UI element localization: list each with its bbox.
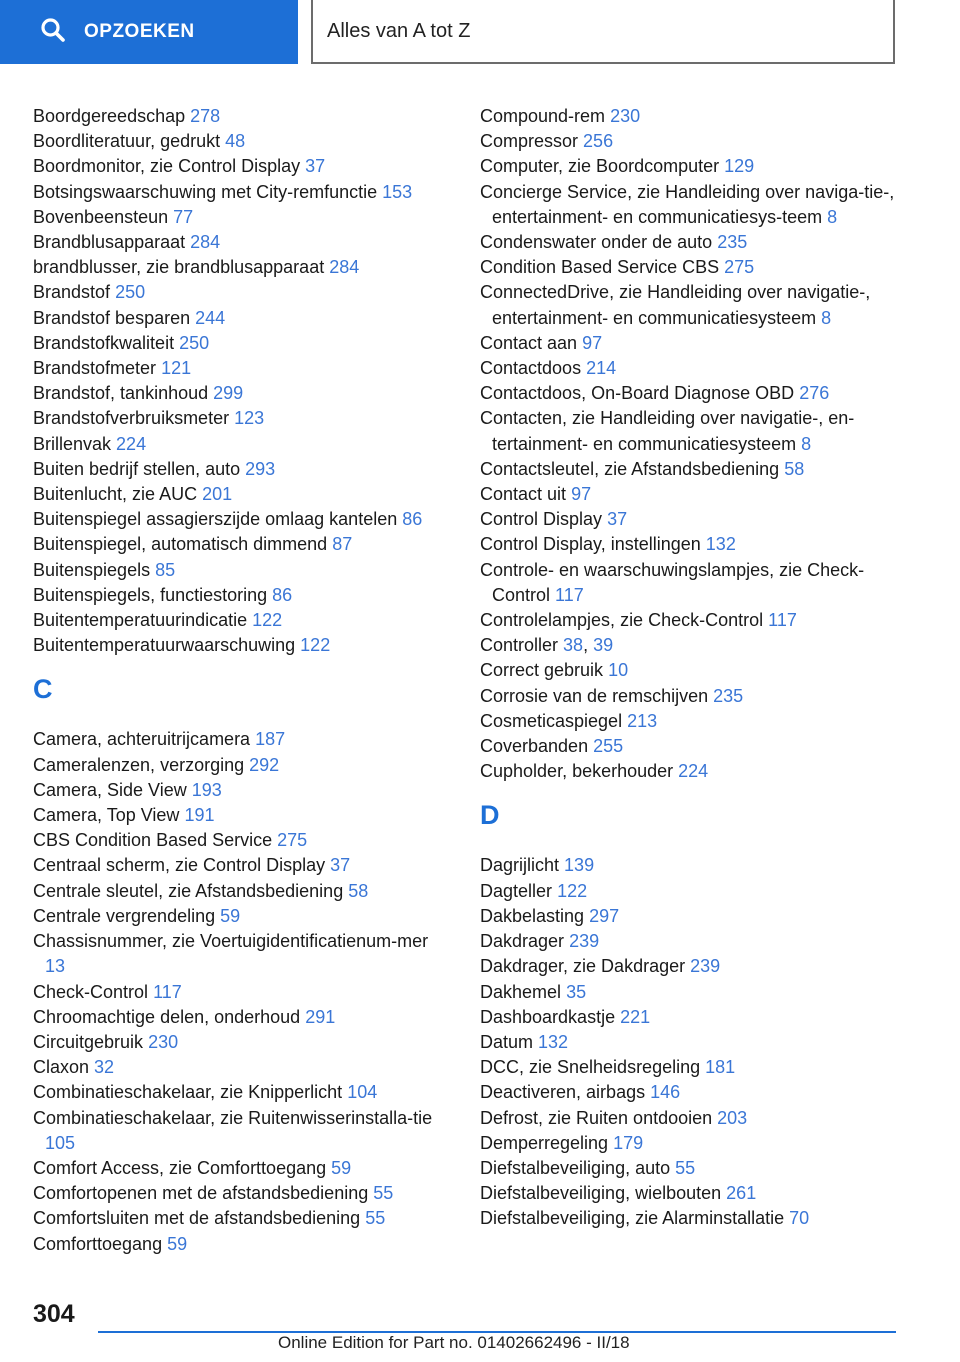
entry-term: Circuitgebruik xyxy=(33,1031,144,1052)
index-entry xyxy=(33,1106,453,1156)
entry-term: Computer, zie Boordcomputer xyxy=(480,156,720,177)
page-link[interactable]: 230 xyxy=(610,106,641,126)
index-entry xyxy=(33,129,453,154)
page-link[interactable]: 55 xyxy=(675,1157,696,1178)
index-entry xyxy=(480,180,910,230)
entry-term: Buitentemperatuurindicatie xyxy=(33,610,248,631)
entry-term: Brandstofverbruiksmeter xyxy=(33,408,230,429)
page-link[interactable]: 122 xyxy=(252,610,283,631)
page-link[interactable]: 97 xyxy=(571,484,592,505)
page-link[interactable]: 201 xyxy=(202,484,233,505)
page-link[interactable]: 104 xyxy=(347,1082,378,1103)
index-entry xyxy=(33,879,453,904)
index-entry xyxy=(33,1055,453,1080)
entry-term: Datum xyxy=(480,1031,534,1052)
index-entry xyxy=(33,306,453,331)
entry-term: Concierge Service, zie Handleiding over naviga-tie-, entertainment- en communicatiesys-teem xyxy=(480,181,895,227)
index-entry xyxy=(480,104,910,129)
page-link[interactable]: 123 xyxy=(234,408,265,429)
index-entry xyxy=(33,558,453,583)
section-letter: D xyxy=(480,800,500,831)
entry-term: Condition Based Service CBS xyxy=(480,257,720,278)
entry-term: Contact uit xyxy=(480,484,567,505)
index-entry xyxy=(33,1005,453,1030)
index-entry xyxy=(480,1181,910,1206)
entry-term: Comfort Access, zie Comforttoegang xyxy=(33,1157,327,1178)
page-link[interactable]: 256 xyxy=(583,131,614,152)
page-link[interactable]: 179 xyxy=(613,1132,644,1153)
index-entry xyxy=(33,929,453,979)
index-entry xyxy=(480,154,910,179)
page-link[interactable]: 250 xyxy=(115,282,146,303)
entry-term: Botsingswaarschuwing met City-remfunctie xyxy=(33,181,378,202)
index-entry xyxy=(480,954,910,979)
page-link[interactable]: 239 xyxy=(690,956,721,977)
page-link[interactable]: 55 xyxy=(365,1208,386,1229)
index-entry xyxy=(33,904,453,929)
index-entry xyxy=(480,684,910,709)
index-entry xyxy=(33,828,453,853)
index-entry xyxy=(33,104,453,129)
entry-term: Contactdoos, On-Board Diagnose OBD xyxy=(480,383,795,404)
entry-term: Diefstalbeveiliging, zie Alarminstallatie xyxy=(480,1208,785,1229)
page-link[interactable]: 10 xyxy=(608,660,629,681)
page-link[interactable]: 58 xyxy=(348,880,369,901)
index-entry xyxy=(33,1080,453,1105)
entry-term: Contactsleutel, zie Afstandsbediening xyxy=(480,458,780,479)
index-entry xyxy=(480,482,910,507)
entry-term: Dakhemel xyxy=(480,981,562,1002)
page-link[interactable]: 85 xyxy=(155,559,176,580)
entry-term: Combinatieschakelaar, zie Knipperlicht xyxy=(33,1082,343,1103)
page-link[interactable]: 86 xyxy=(272,584,293,605)
index-entry xyxy=(33,230,453,255)
index-entry xyxy=(480,507,910,532)
entry-term: Dakdrager, zie Dakdrager xyxy=(480,956,686,977)
page-link[interactable]: 293 xyxy=(245,458,276,479)
index-entry xyxy=(480,879,910,904)
page-link[interactable]: 117 xyxy=(555,584,584,605)
page-link[interactable]: 181 xyxy=(705,1057,736,1078)
page-link[interactable]: 214 xyxy=(586,358,617,379)
page-link[interactable]: 37 xyxy=(330,855,351,876)
page-link[interactable]: 59 xyxy=(331,1157,352,1178)
index-entry xyxy=(33,205,453,230)
index-entry xyxy=(33,280,453,305)
entry-term: Centrale vergrendeling xyxy=(33,905,216,926)
index-entry xyxy=(480,759,910,784)
entry-term: Buitentemperatuurwaarschuwing xyxy=(33,635,296,656)
entry-term: Buitenspiegel, automatisch dimmend xyxy=(33,534,328,555)
page-link[interactable]: 122 xyxy=(300,635,331,656)
entry-term: Controller xyxy=(480,635,559,656)
entry-term: Diefstalbeveiliging, auto xyxy=(480,1157,671,1178)
page-link[interactable]: 275 xyxy=(724,257,755,278)
entry-term: Contact aan xyxy=(480,332,578,353)
entry-term: Bovenbeensteun xyxy=(33,206,169,227)
entry-term: Brillenvak xyxy=(33,433,112,454)
entry-term: Control Display xyxy=(480,509,603,530)
page-link[interactable]: 139 xyxy=(564,855,595,876)
page-link[interactable]: 38 xyxy=(563,635,584,656)
index-column-right xyxy=(480,104,910,1232)
entry-term: Centrale sleutel, zie Afstandsbediening xyxy=(33,880,344,901)
index-entry xyxy=(480,1030,910,1055)
search-icon xyxy=(40,17,84,48)
entry-term: Cameralenzen, verzorging xyxy=(33,754,245,775)
page-link[interactable]: 32 xyxy=(94,1057,115,1078)
entry-term: Compressor xyxy=(480,131,579,152)
page-link[interactable]: 278 xyxy=(190,106,221,126)
page-link[interactable]: 224 xyxy=(116,433,147,454)
index-entry xyxy=(33,1206,453,1231)
entry-term: Camera, Side View xyxy=(33,779,187,800)
page-link[interactable]: 235 xyxy=(717,232,748,253)
entry-term: Check-Control xyxy=(33,981,149,1002)
entry-term: Dashboardkastje xyxy=(480,1006,616,1027)
page-number: 304 xyxy=(33,1300,75,1328)
entry-term: Boordmonitor, zie Control Display xyxy=(33,156,301,177)
entry-term: Combinatieschakelaar, zie Ruitenwisserinstalla-tie xyxy=(33,1107,433,1128)
index-entry xyxy=(33,532,453,557)
entry-term: Demperregeling xyxy=(480,1132,609,1153)
page-link[interactable]: 276 xyxy=(799,383,830,404)
page-link[interactable]: 244 xyxy=(195,307,226,328)
index-entry xyxy=(480,929,910,954)
search-button-label: OPZOEKEN xyxy=(84,21,195,42)
entry-term: Buitenspiegels xyxy=(33,559,151,580)
page-link[interactable]: 230 xyxy=(148,1031,179,1052)
index-entry xyxy=(480,1206,910,1231)
entry-term: Camera, achteruitrijcamera xyxy=(33,729,251,750)
page-link[interactable]: 299 xyxy=(213,383,244,404)
entry-term: ConnectedDrive, zie Handleiding over navigatie-, entertainment- en communicatiesysteem xyxy=(480,282,871,328)
entry-term: Contacten, zie Handleiding over navigatie-, en-tertainment- en communicatiesysteem xyxy=(480,408,855,454)
index-entry xyxy=(480,255,910,280)
page-link[interactable]: 132 xyxy=(538,1031,569,1052)
index-entry xyxy=(480,457,910,482)
entry-term: Buitenlucht, zie AUC xyxy=(33,484,198,505)
page-link[interactable]: 39 xyxy=(593,635,614,656)
page-link[interactable]: 122 xyxy=(557,880,588,901)
index-entry xyxy=(33,753,453,778)
entry-term: DCC, zie Snelheidsregeling xyxy=(480,1057,701,1078)
page-link[interactable]: 58 xyxy=(784,458,805,479)
section-letter: C xyxy=(33,674,53,705)
entry-term: Deactiveren, airbags xyxy=(480,1082,646,1103)
page-link[interactable]: 59 xyxy=(167,1233,188,1254)
page-link[interactable]: 86 xyxy=(402,509,423,530)
entry-term: Brandstof xyxy=(33,282,111,303)
page-link[interactable]: 132 xyxy=(705,534,736,555)
page-link[interactable]: 35 xyxy=(566,981,587,1002)
index-entry xyxy=(480,532,910,557)
entry-term: Chassisnummer, zie Voertuigidentificatienum-mer xyxy=(33,931,429,952)
entry-term: Control Display, instellingen xyxy=(480,534,701,555)
index-entry xyxy=(33,507,453,532)
page-link[interactable]: 250 xyxy=(179,332,210,353)
index-entry xyxy=(480,1080,910,1105)
index-entry xyxy=(33,583,453,608)
index-entry xyxy=(33,356,453,381)
entry-term: Brandblusapparaat xyxy=(33,232,186,253)
index-entry xyxy=(480,1055,910,1080)
entry-term: Camera, Top View xyxy=(33,805,180,826)
entry-term: Coverbanden xyxy=(480,736,589,757)
index-entry xyxy=(33,608,453,633)
page-link[interactable]: 203 xyxy=(717,1107,748,1128)
entry-term: Comfortopenen met de afstandsbediening xyxy=(33,1183,369,1204)
page-link[interactable]: 239 xyxy=(569,931,600,952)
entry-term: Chroomachtige delen, onderhoud xyxy=(33,1006,301,1027)
entry-term: Compound-rem xyxy=(480,106,606,126)
page-link[interactable]: 87 xyxy=(332,534,353,555)
index-entry xyxy=(33,432,453,457)
index-entry xyxy=(480,1156,910,1181)
page-link[interactable]: 221 xyxy=(620,1006,651,1027)
index-column-left xyxy=(33,104,453,1257)
entry-term: Defrost, zie Ruiten ontdooien xyxy=(480,1107,713,1128)
entry-term: Brandstofkwaliteit xyxy=(33,332,175,353)
index-entry xyxy=(33,331,453,356)
index-entry xyxy=(480,381,910,406)
entry-term: Condenswater onder de auto xyxy=(480,232,713,253)
index-entry xyxy=(480,633,910,658)
page-link[interactable]: 146 xyxy=(650,1082,681,1103)
entry-term: Cosmeticaspiegel xyxy=(480,710,623,731)
index-entry xyxy=(480,1106,910,1131)
index-entry xyxy=(33,727,453,752)
entry-term: Contactdoos xyxy=(480,358,582,379)
index-entry xyxy=(33,406,453,431)
index-entry xyxy=(33,457,453,482)
index-entry xyxy=(480,406,910,456)
page-link[interactable]: 275 xyxy=(277,830,308,851)
page-link[interactable]: 8 xyxy=(821,307,832,328)
page-link[interactable]: 292 xyxy=(249,754,280,775)
page-link[interactable]: 291 xyxy=(305,1006,336,1027)
page-link[interactable]: 187 xyxy=(255,729,286,750)
page-separator: , xyxy=(583,635,589,656)
page-link[interactable]: 191 xyxy=(184,805,215,826)
page-link[interactable]: 284 xyxy=(190,232,221,253)
page-link[interactable]: 117 xyxy=(768,610,797,631)
entry-term: Dakdrager xyxy=(480,931,565,952)
page-link[interactable]: 8 xyxy=(827,206,838,227)
entry-term: Brandstof besparen xyxy=(33,307,191,328)
index-entry xyxy=(480,980,910,1005)
page-link[interactable]: 235 xyxy=(713,685,744,706)
page-link[interactable]: 153 xyxy=(382,181,413,202)
entry-term: Centraal scherm, zie Control Display xyxy=(33,855,326,876)
page-link[interactable]: 261 xyxy=(726,1183,757,1204)
page-link[interactable]: 255 xyxy=(593,736,624,757)
entry-term: Diefstalbeveiliging, wielbouten xyxy=(480,1183,722,1204)
entry-term: Corrosie van de remschijven xyxy=(480,685,709,706)
index-entry xyxy=(480,331,910,356)
page-link[interactable]: 97 xyxy=(582,332,603,353)
index-entry xyxy=(33,180,453,205)
page-link[interactable]: 59 xyxy=(220,905,241,926)
entry-term: Controle- en waarschuwingslampjes, zie Check-Control xyxy=(480,559,865,605)
index-entry xyxy=(480,129,910,154)
page-link[interactable]: 297 xyxy=(589,905,620,926)
index-entry xyxy=(33,1156,453,1181)
entry-term: Cupholder, bekerhouder xyxy=(480,761,674,782)
page-link[interactable]: 284 xyxy=(329,257,360,278)
entry-term: Claxon xyxy=(33,1057,90,1078)
index-entry xyxy=(33,482,453,507)
page-link[interactable]: 48 xyxy=(225,131,246,152)
index-entry xyxy=(480,1005,910,1030)
index-entry xyxy=(480,904,910,929)
index-entry xyxy=(33,1232,453,1257)
index-entry xyxy=(33,1181,453,1206)
page-link[interactable]: 70 xyxy=(789,1208,810,1229)
entry-term: Boordliteratuur, gedrukt xyxy=(33,131,221,152)
entry-term: Dakbelasting xyxy=(480,905,585,926)
index-entry xyxy=(33,255,453,280)
entry-term: Boordgereedschap xyxy=(33,106,186,126)
entry-term: Brandstofmeter xyxy=(33,358,157,379)
index-entry xyxy=(480,558,910,608)
page-link[interactable]: 224 xyxy=(678,761,709,782)
index-entry xyxy=(33,154,453,179)
index-entry xyxy=(480,608,910,633)
entry-term: Dagrijlicht xyxy=(480,855,560,876)
index-entry xyxy=(480,230,910,255)
entry-term: Comfortsluiten met de afstandsbediening xyxy=(33,1208,361,1229)
entry-term: Buitenspiegel assagierszijde omlaag kantelen xyxy=(33,509,398,530)
entry-term: Brandstof, tankinhoud xyxy=(33,383,209,404)
search-button[interactable] xyxy=(0,0,298,64)
entry-term: CBS Condition Based Service xyxy=(33,830,273,851)
index-entry xyxy=(33,803,453,828)
page-link[interactable]: 213 xyxy=(627,710,658,731)
entry-term: brandblusser, zie brandblusapparaat xyxy=(33,257,325,278)
page-link[interactable]: 77 xyxy=(173,206,194,227)
entry-term: Dagteller xyxy=(480,880,553,901)
page-link[interactable]: 193 xyxy=(191,779,222,800)
index-entry xyxy=(33,381,453,406)
index-entry xyxy=(33,853,453,878)
page-link[interactable]: 8 xyxy=(801,433,812,454)
edition-footer: Online Edition for Part no. 01402662496 - II/18 xyxy=(278,1333,630,1352)
page-link[interactable]: 117 xyxy=(153,981,182,1002)
page-link[interactable]: 105 xyxy=(45,1132,76,1153)
entry-term: Buitenspiegels, functiestoring xyxy=(33,584,268,605)
index-entry xyxy=(480,1131,910,1156)
entry-term: Comforttoegang xyxy=(33,1233,163,1254)
index-entry xyxy=(480,280,910,330)
index-entry xyxy=(480,658,910,683)
index-entry xyxy=(33,1030,453,1055)
index-entry xyxy=(480,853,910,878)
page-title: Alles van A tot Z xyxy=(311,0,895,64)
index-entry xyxy=(33,633,453,658)
index-entry xyxy=(33,778,453,803)
page-link[interactable]: 13 xyxy=(45,956,66,977)
entry-term: Controlelampjes, zie Check-Control xyxy=(480,610,764,631)
index-entry xyxy=(480,709,910,734)
page-link[interactable]: 55 xyxy=(373,1183,394,1204)
entry-term: Buiten bedrijf stellen, auto xyxy=(33,458,241,479)
index-entry xyxy=(33,980,453,1005)
page-link[interactable]: 37 xyxy=(607,509,628,530)
page-link[interactable]: 121 xyxy=(161,358,192,379)
page-link[interactable]: 37 xyxy=(305,156,326,177)
index-entry xyxy=(480,734,910,759)
index-entry xyxy=(480,356,910,381)
page-link[interactable]: 129 xyxy=(724,156,755,177)
entry-term: Correct gebruik xyxy=(480,660,604,681)
